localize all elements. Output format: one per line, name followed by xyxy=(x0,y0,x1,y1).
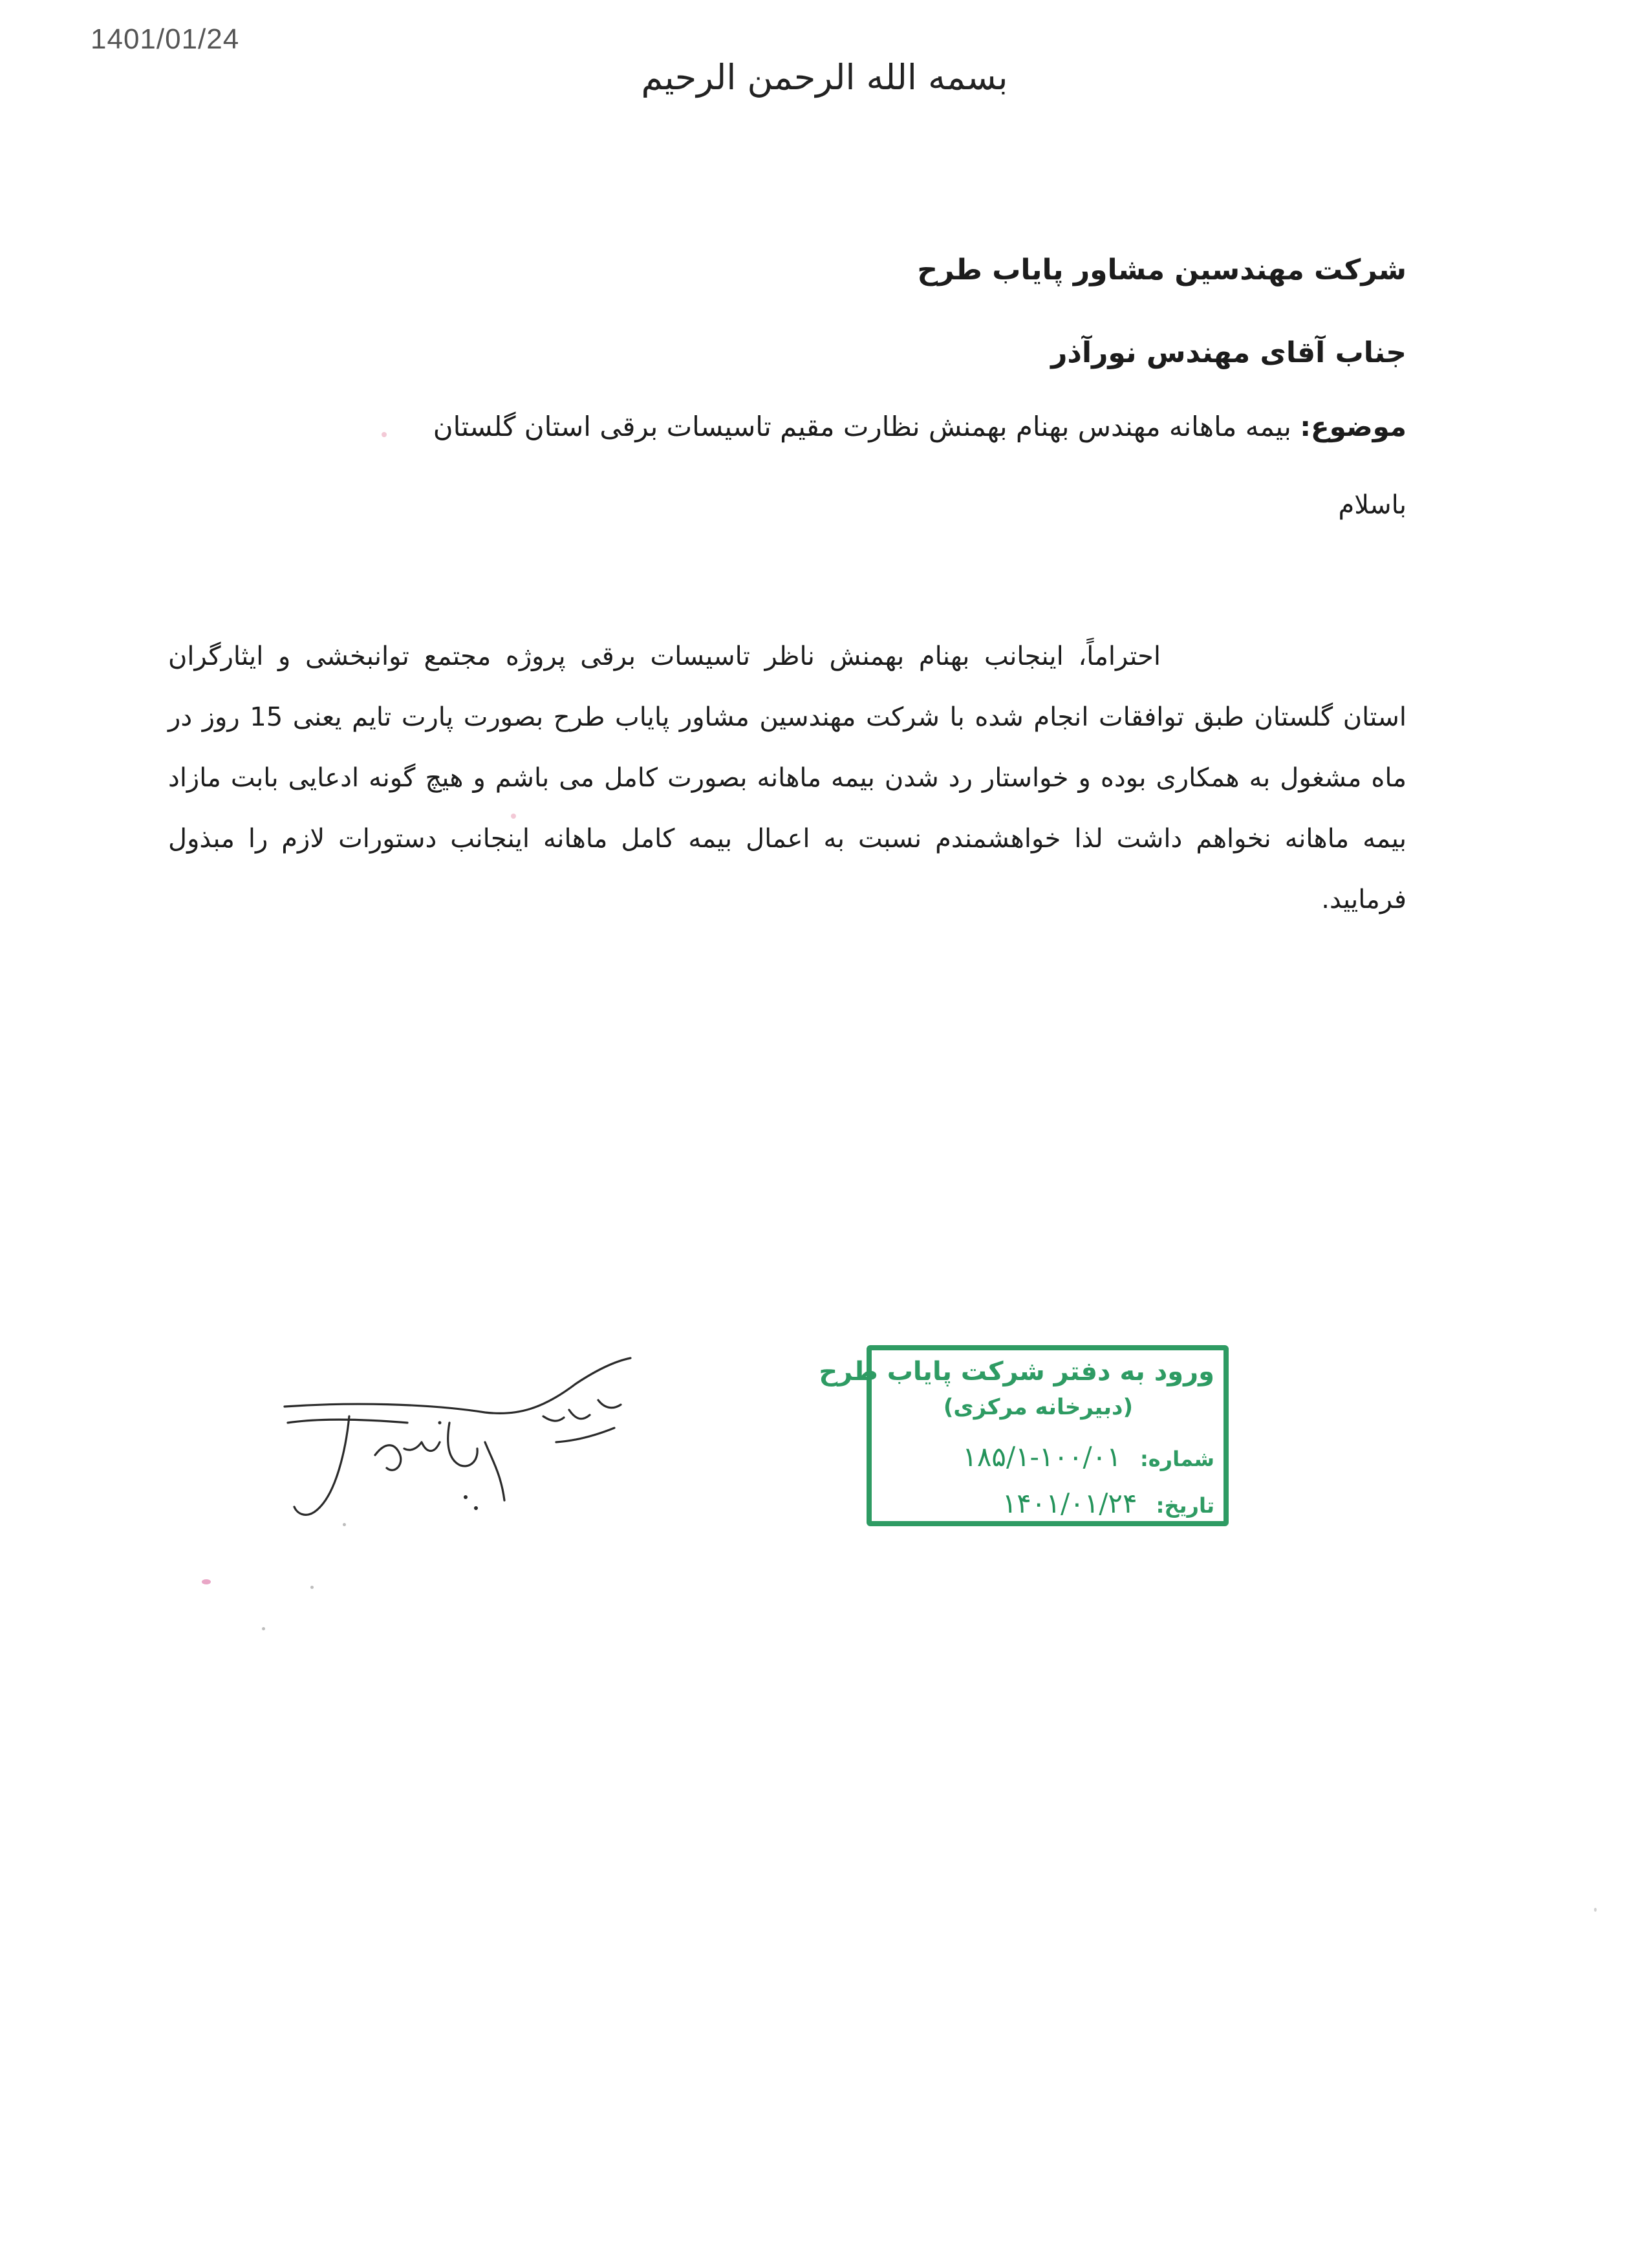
letter-body: احتراماً، اینجانب بهنام بهمنش ناظر تاسیسات برقی پروژه مجتمع توانبخشی و ایثارگران استان گلستان طبق توافقات انجام شده با شرکت مهندسین مشاور پایاب طرح بصورت پارت تایم یعنی 15 روز در ماه مشغول به همکاری بوده و خواستار رد شدن بیمه ماهانه بصورت کامل می باشم و هیچ گونه ادعایی بابت مازاد بیمه ماهانه نخواهم داشت لذا خواهشمندم نسبت به اعمال بیمه کامل ماهانه اینجانب دستورات لازم را مبذول فرمایید. xyxy=(168,642,1406,914)
handwritten-signature xyxy=(272,1345,653,1539)
subject-text: بیمه ماهانه مهندس بهنام بهمنش نظارت مقیم تاسیسات برقی استان گلستان xyxy=(433,411,1291,442)
scan-speck xyxy=(1594,1908,1597,1912)
greeting: باسلام xyxy=(1338,490,1406,520)
registration-stamp xyxy=(819,1345,1229,1526)
scan-speck xyxy=(262,1627,265,1630)
scan-speck xyxy=(511,814,516,819)
stamp-date-row xyxy=(1002,1487,1214,1519)
scan-speck xyxy=(382,432,387,437)
recipient-person: جناب آقای مهندس نورآذر xyxy=(1051,336,1406,369)
subject-label: موضوع: xyxy=(1300,411,1406,442)
stamp-number-row xyxy=(962,1441,1214,1473)
scan-speck xyxy=(310,1586,314,1589)
scan-speck xyxy=(202,1579,211,1584)
stamp-date-label: تاریخ: xyxy=(1156,1493,1214,1518)
stamp-date-value: ۱۴۰۱/۰۱/۲۴ xyxy=(1002,1487,1137,1519)
stamp-title: ورود به دفتر شرکت پایاب طرح xyxy=(819,1357,1214,1387)
subject-line xyxy=(433,411,1406,442)
basmala-heading: بسمه الله الرحمن الرحیم xyxy=(641,57,1008,98)
stamp-subtitle: (دبیرخانه مرکزی) xyxy=(943,1394,1133,1420)
stamp-number-value: ۱۰۰/۰۱-۱۸۵/۱ xyxy=(962,1441,1121,1473)
scan-speck xyxy=(343,1523,346,1526)
top-left-date: 1401/01/24 xyxy=(91,23,240,55)
stamp-number-label: شماره: xyxy=(1139,1447,1214,1471)
recipient-company: شرکت مهندسین مشاور پایاب طرح xyxy=(917,254,1406,286)
